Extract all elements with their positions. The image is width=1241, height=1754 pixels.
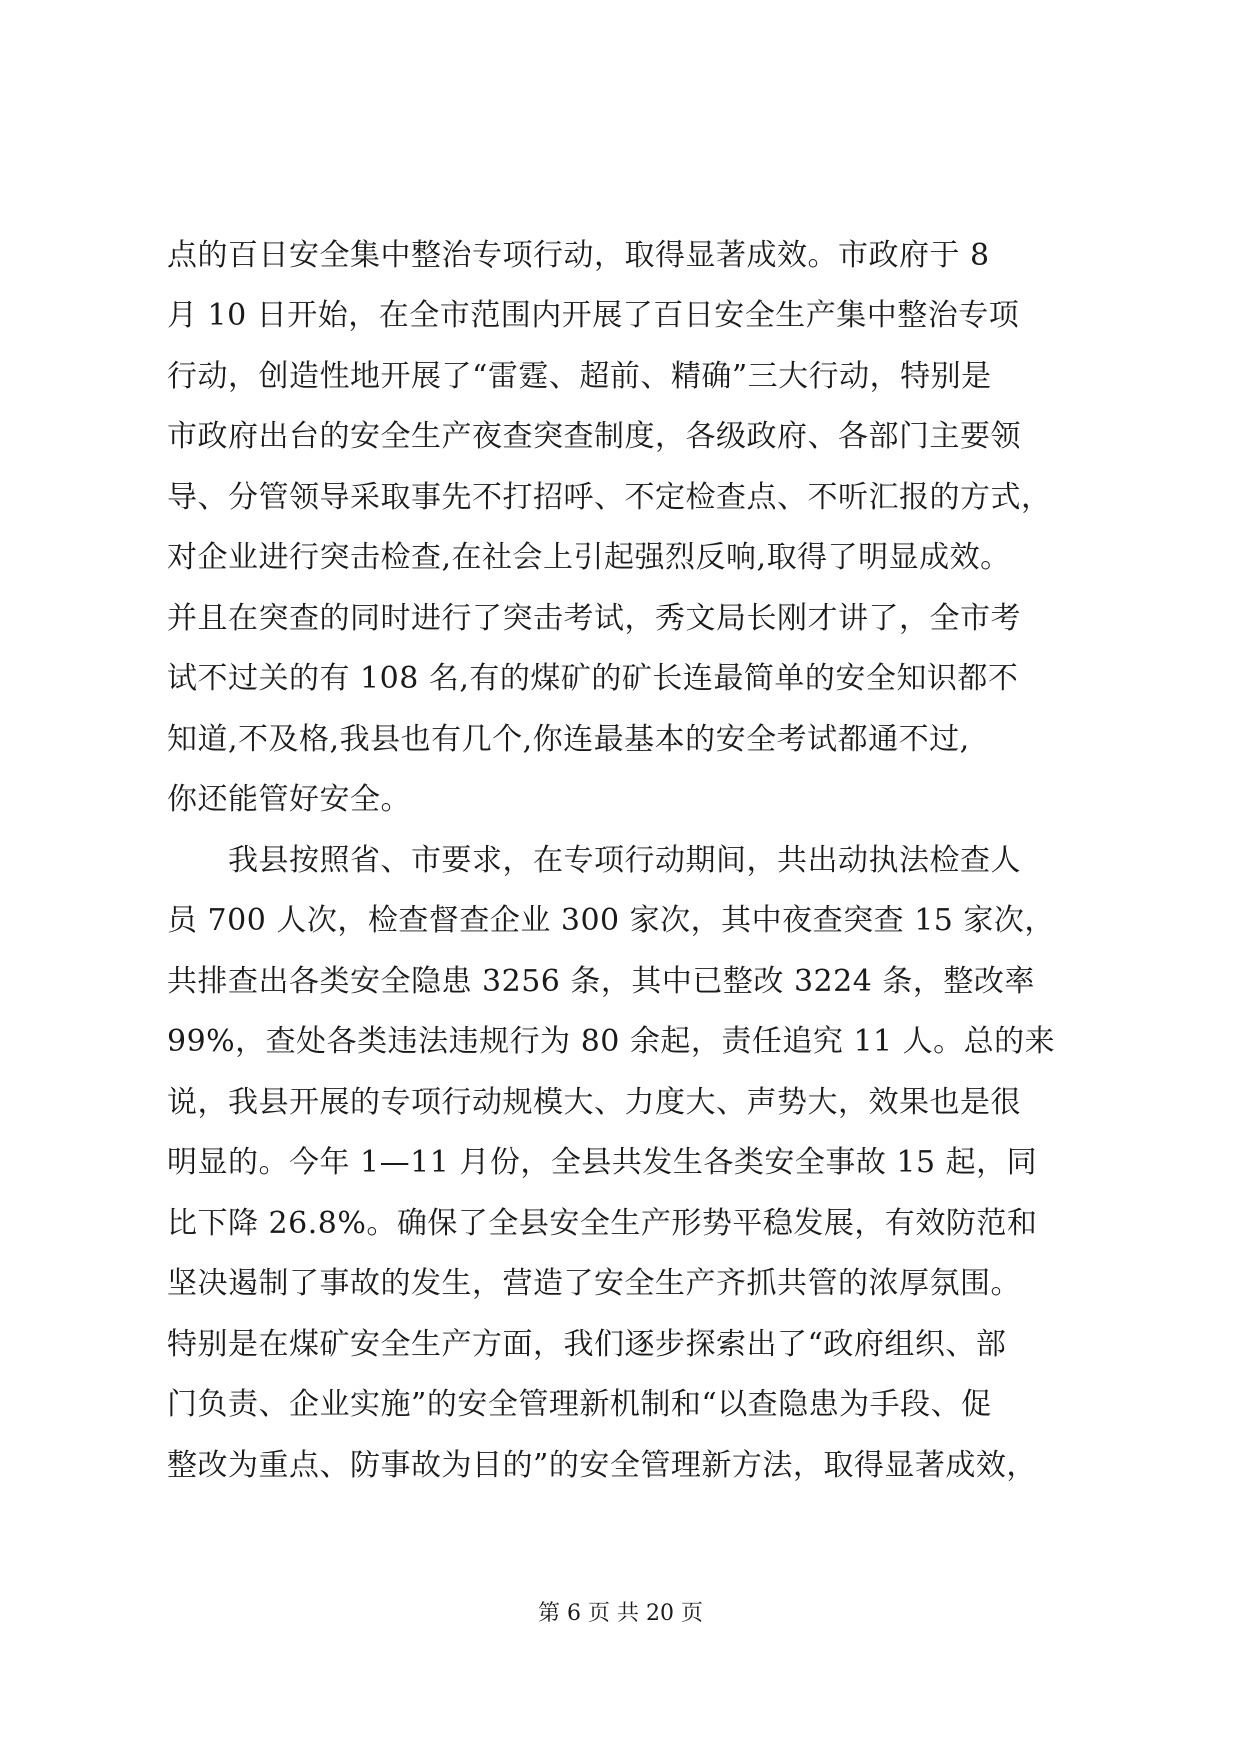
text-line: 市政府出台的安全生产夜查突查制度，各级政府、各部门主要领: [167, 419, 1021, 454]
text-line: 你还能管好安全。: [167, 782, 411, 817]
text-line: 试不过关的有 108 名,有的煤矿的矿长连最简单的安全知识都不: [167, 661, 1019, 696]
text-line: 行动，创造性地开展了“雷霆、超前、精确”三大行动，特别是: [167, 359, 992, 394]
text-line: 并且在突查的同时进行了突击考试，秀文局长刚才讲了，全市考: [167, 601, 1021, 636]
text-line: 员 700 人次，检查督查企业 300 家次，其中夜查突查 15 家次，: [167, 903, 1055, 938]
text-line: 比下降 26.8%。确保了全县安全生产形势平稳发展，有效防范和: [167, 1206, 1038, 1241]
text-line: 特别是在煤矿安全生产方面，我们逐步探索出了“政府组织、部: [167, 1327, 1007, 1362]
text-line: 知道,不及格,我县也有几个,你连最基本的安全考试都通不过,: [167, 722, 970, 757]
text-line: 共排查出各类安全隐患 3256 条，其中已整改 3224 条，整改率: [167, 964, 1035, 999]
text-line: 门负责、企业实施”的安全管理新机制和“以查隐患为手段、促: [167, 1387, 992, 1422]
text-line: 对企业进行突击检查,在社会上引起强烈反响,取得了明显成效。: [167, 540, 1011, 575]
text-line: 99%，查处各类违法违规行为 80 余起，责任追究 11 人。总的来: [167, 1024, 1056, 1059]
text-line: 导、分管领导采取事先不打招呼、不定检查点、不听汇报的方式，: [167, 480, 1052, 515]
text-line: 整改为重点、防事故为目的”的安全管理新方法，取得显著成效，: [167, 1448, 1037, 1483]
text-line: 明显的。今年 1—11 月份，全县共发生各类安全事故 15 起，同: [167, 1145, 1038, 1180]
page-number-footer: 第 6 页 共 20 页: [538, 1601, 703, 1626]
text-line: 说，我县开展的专项行动规模大、力度大、声势大，效果也是很: [167, 1085, 1021, 1120]
text-line: 点的百日安全集中整治专项行动，取得显著成效。市政府于 8: [167, 238, 990, 273]
text-line: 月 10 日开始，在全市范围内开展了百日安全生产集中整治专项: [167, 298, 1020, 333]
text-line: 我县按照省、市要求，在专项行动期间，共出动执法检查人: [167, 843, 1021, 878]
text-line: 坚决遏制了事故的发生，营造了安全生产齐抓共管的浓厚氛围。: [167, 1266, 1021, 1301]
